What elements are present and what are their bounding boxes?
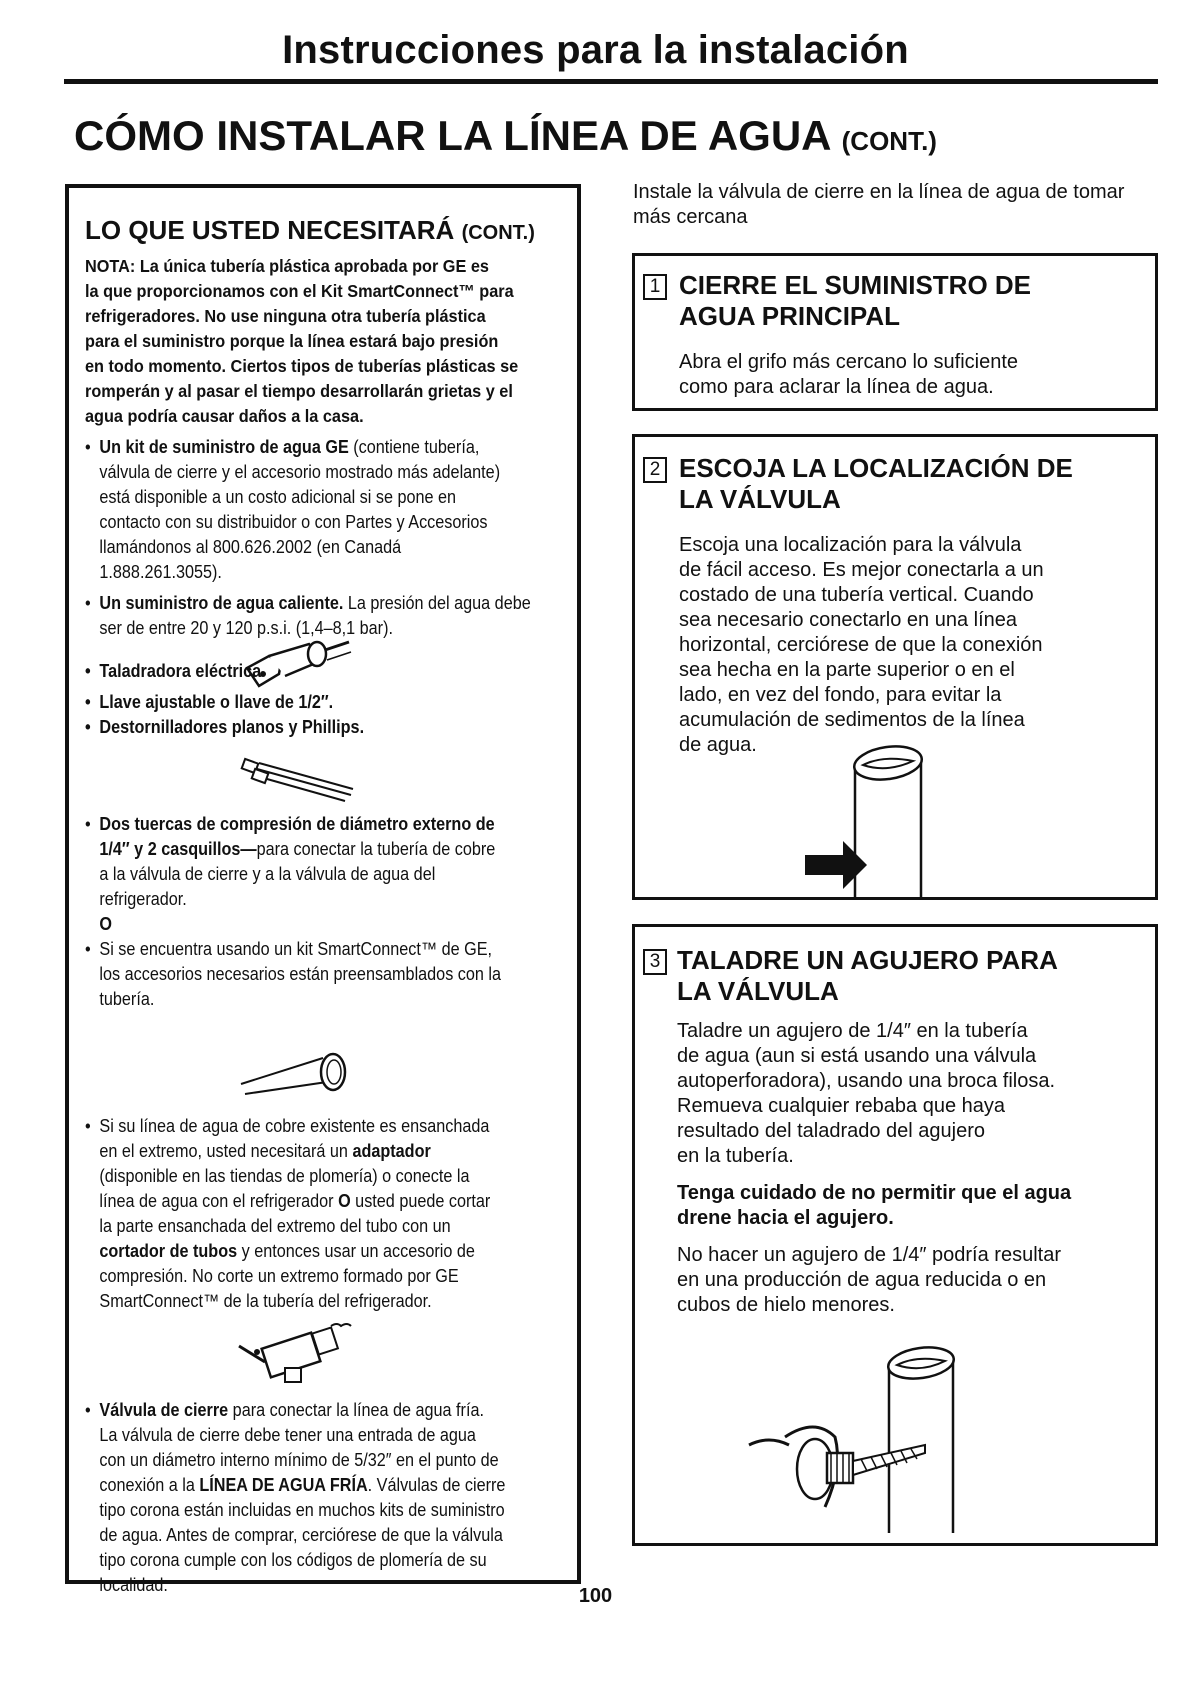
note-line: agua podría causar daños a la casa. — [85, 406, 364, 426]
note-line: refrigeradores. No use ninguna otra tubería plástica — [85, 306, 486, 326]
step-1-title: CIERRE EL SUMINISTRO DE AGUA PRINCIPAL — [679, 270, 1032, 331]
note-line: para el suministro porque la línea estará bajo presión — [85, 331, 499, 351]
step-1-body: Abra el grifo más cercano lo suficiente como para aclarar la línea de agua. — [679, 351, 1019, 398]
compression-nuts-illustration — [241, 753, 361, 803]
page-header-title: Instrucciones para la instalación — [282, 28, 909, 72]
materials-title-text: LO QUE USTED NECESITARÁ — [85, 215, 455, 245]
water-supply-kit-item: • Un kit de suministro de agua GE (contiene tubería, válvula de cierre y el accesorio mostrado más adelante) está disponible a un costo adicional si se pone en contacto con su distribuidor o con Partes y Accesorios llamándonos al 800.626.2002 (en Canadá 1.888.261.3055). — [85, 435, 585, 585]
hot-water-supply-item: • Un suministro de agua caliente. La presión del agua debe ser de entre 20 y 120 p.s.i. (1,4–8,1 bar). — [85, 591, 585, 641]
or-separator: O — [99, 914, 113, 934]
tube-illustration — [241, 1050, 351, 1098]
note-line: romperán y al pasar el tiempo desarrollarán grietas y el — [85, 381, 513, 401]
step-1-box — [632, 253, 1158, 411]
intro-text: Instale la válvula de cierre en la línea de agua de tomar más cercana — [633, 181, 1125, 228]
step-3-warning: Tenga cuidado de no permitir que el agua drene hacia el agujero. — [677, 1182, 1072, 1229]
step-3-body: Taladre un agujero de 1/4″ en la tubería de agua (aun si está usando una válvula autoperforadora), usando una broca filosa. Remueva cualquier rebaba que haya resultado del taladrado del agujero en la tubería. Tenga cuidado de no permitir que el agua drene hacia el agujero. No hacer un agujero de 1/4″ podría resultar en una producción de agua reducida o en cubos de hielo menores. — [677, 1019, 1157, 1318]
section-title — [74, 112, 937, 160]
compression-nuts-item: • Dos tuercas de compresión de diámetro externo de 1/4″ y 2 casquillos—para conectar la tubería de cobre a la válvula de cierre y a la válvula de agua del refrigerador. — [85, 812, 585, 912]
step-2-title: ESCOJA LA LOCALIZACIÓN DE LA VÁLVULA — [679, 453, 1073, 514]
step-2-box — [632, 434, 1158, 900]
page-number: 100 — [578, 1585, 613, 1607]
note-line: la que proporcionamos con el Kit SmartConnect™ para — [85, 281, 514, 301]
step-1-number: 1 — [643, 274, 667, 300]
section-title-cont: (CONT.) — [841, 126, 937, 156]
plastic-tubing-note — [85, 254, 569, 429]
note-line: NOTA: La única tubería plástica aprobada por GE es — [85, 256, 489, 276]
wrench-item: • Llave ajustable o llave de 1/2″. — [85, 690, 585, 715]
materials-title-cont: (CONT.) — [461, 222, 535, 244]
header-rule — [64, 79, 1158, 84]
shutoff-valve-item: • Válvula de cierre para conectar la línea de agua fría. La válvula de cierre debe tener una entrada de agua con un diámetro interno mínimo de 5/32″ en el punto de conexión a la LÍNEA DE AGUA FRÍA. Válvulas de cierre tipo corona están incluidas en muchos kits de suministro de agua. Antes de comprar, cerciórese de que la válvula tipo corona cumple con los códigos de plomería de su localidad. — [85, 1398, 585, 1598]
electric-drill-item: • Taladradora eléctrica — [85, 659, 585, 684]
smartconnect-item: • Si se encuentra usando un kit SmartConnect™ de GE, los accesorios necesarios están preensamblados con la tubería. — [85, 937, 585, 1012]
step-2-body: Escoja una localización para la válvula de fácil acceso. Es mejor conectarla a un costado de una tubería vertical. Cuando sea necesario conectarlo en una línea horizontal, cerciórese de que la conexión sea hecha en la parte superior o en el lado, en vez del fondo, para evitar la acumulación de sedimentos de la línea de agua. — [679, 534, 1044, 756]
flared-tubing-item: • Si su línea de agua de cobre existente es ensanchada en el extremo, usted necesitará un adaptador (disponible en las tiendas de plomería) o conecte la línea de agua con el refrigerador O usted puede cortar la parte ensanchada del extremo del tubo con un cortador de tubos y entonces usar un accesorio de compresión. No corte un extremo formado por GE SmartConnect™ de la tubería del refrigerador. — [85, 1114, 585, 1314]
step-2-number: 2 — [643, 457, 667, 483]
section-title-text: CÓMO INSTALAR LA LÍNEA DE AGUA — [74, 112, 830, 159]
note-line: en todo momento. Ciertos tipos de tuberías plásticas se — [85, 356, 519, 376]
step-3-number: 3 — [643, 949, 667, 975]
shutoff-valve-illustration — [235, 1316, 365, 1386]
screwdrivers-item: • Destornilladores planos y Phillips. — [85, 715, 585, 740]
step-3-box — [632, 924, 1158, 1546]
materials-box — [65, 184, 581, 1595]
drill-into-pipe-illustration — [749, 1337, 1009, 1537]
step-3-title: TALADRE UN AGUJERO PARA LA VÁLVULA — [677, 945, 1058, 1006]
materials-title — [85, 215, 571, 246]
vertical-pipe-arrow-illustration — [803, 737, 943, 903]
